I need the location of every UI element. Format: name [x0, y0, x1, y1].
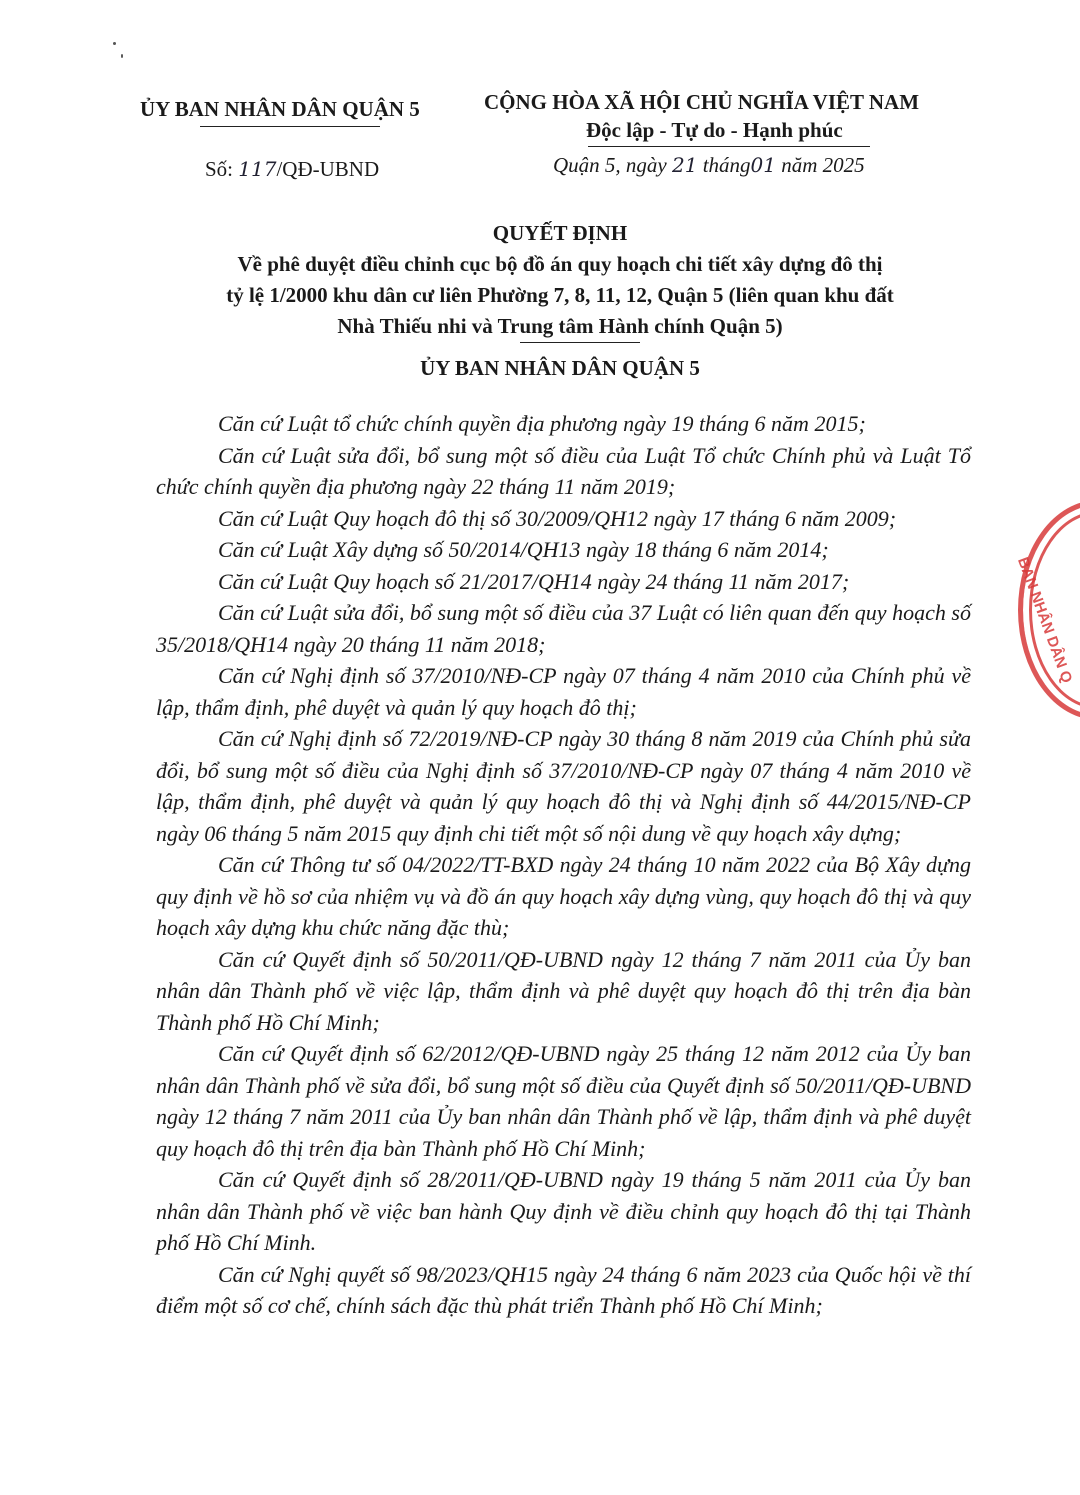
legal-basis-body — [156, 408, 971, 1322]
legal-basis-paragraph: Căn cứ Nghị định số 72/2019/NĐ-CP ngày 30 tháng 8 năm 2019 của Chính phủ sửa đổi, bổ sung một số điều của Nghị định số 37/2010/NĐ-CP ngày 07 tháng 4 năm 2010 về lập, thẩm định, phê duyệt và quản lý quy hoạch đô thị và Nghị định số 44/2015/NĐ-CP ngày 06 tháng 5 năm 2015 quy định chi tiết một số nội dung về quy hoạch xây dựng; — [156, 726, 971, 846]
legal-basis-paragraph: Căn cứ Quyết định số 50/2011/QĐ-UBND ngày 12 tháng 7 năm 2011 của Ủy ban nhân dân Thành phố về việc lập, thẩm định và phê duyệt quy hoạch đô thị trên địa bàn Thành phố Hồ Chí Minh; — [156, 946, 971, 1035]
motto-underline — [588, 146, 870, 147]
scan-speck — [113, 42, 116, 45]
doc-no-suffix: /QĐ-UBND — [276, 157, 380, 181]
month-handwritten: 01 — [750, 153, 776, 177]
place-prefix: Quận 5, ngày — [553, 153, 667, 177]
place-and-date — [553, 153, 865, 178]
doc-no-prefix: Số: — [205, 157, 234, 181]
legal-basis-paragraph: Căn cứ Luật tổ chức chính quyền địa phương ngày 19 tháng 6 năm 2015; — [218, 411, 866, 436]
day-handwritten: 21 — [672, 153, 698, 177]
national-title: CỘNG HÒA XÃ HỘI CHỦ NGHĨA VIỆT NAM — [484, 90, 920, 114]
legal-basis-paragraph: Căn cứ Luật Quy hoạch số 21/2017/QH14 ngày 24 tháng 11 năm 2017; — [218, 568, 850, 594]
national-motto: Độc lập - Tự do - Hạnh phúc — [586, 118, 843, 142]
decision-subject-line-1: Về phê duyệt điều chỉnh cục bộ đồ án quy hoạch chi tiết xây dựng đô thị — [237, 252, 883, 276]
legal-basis-paragraph: Căn cứ Luật Xây dựng số 50/2014/QH13 ngày 18 tháng 6 năm 2014; — [218, 537, 829, 562]
document-number — [205, 157, 379, 182]
decision-subject-line-3: Nhà Thiếu nhi và Trung tâm Hành chính Quận 5) — [337, 314, 783, 338]
year-label: năm 2025 — [781, 153, 865, 177]
month-label: tháng — [702, 153, 751, 177]
legal-basis-paragraph: Căn cứ Quyết định số 28/2011/QĐ-UBND ngày 19 tháng 5 năm 2011 của Ủy ban nhân dân Thành phố về việc ban hành Quy định về điều chỉnh quy hoạch đô thị tại Thành phố Hồ Chí Minh. — [156, 1167, 971, 1255]
legal-basis-paragraph: Căn cứ Luật Quy hoạch đô thị số 30/2009/QH12 ngày 17 tháng 6 năm 2009; — [218, 505, 897, 531]
issuer-heading: ỦY BAN NHÂN DÂN QUẬN 5 — [420, 356, 700, 380]
legal-basis-paragraph: Căn cứ Nghị định số 37/2010/NĐ-CP ngày 07 tháng 4 năm 2010 của Chính phủ về lập, thẩm định, phê duyệt và quản lý quy hoạch đô thị; — [156, 663, 971, 720]
legal-basis-paragraph: Căn cứ Luật sửa đổi, bổ sung một số điều của Luật Tổ chức Chính phủ và Luật Tổ chức chính quyền địa phương ngày 22 tháng 11 năm 2019; — [156, 442, 971, 499]
scan-speck — [121, 54, 123, 58]
legal-basis-paragraph: Căn cứ Thông tư số 04/2022/TT-BXD ngày 24 tháng 10 năm 2022 của Bộ Xây dựng quy định về hồ sơ của nhiệm vụ và đồ án quy hoạch xây dựng vùng, quy hoạch đô thị và quy hoạch xây dựng khu chức năng đặc thù; — [156, 852, 971, 940]
decision-title: QUYẾT ĐỊNH — [492, 221, 628, 245]
issuing-organization: ỦY BAN NHÂN DÂN QUẬN 5 — [140, 97, 420, 121]
red-seal-stamp-text: BAN NHÂN DÂN Q — [1014, 555, 1076, 686]
doc-no-handwritten: 117 — [238, 157, 277, 181]
org-underline — [200, 126, 380, 127]
legal-basis-paragraph: Căn cứ Nghị quyết số 98/2023/QH15 ngày 24 tháng 6 năm 2023 của Quốc hội về thí điểm một số cơ chế, chính sách đặc thù phát triển Thành phố Hồ Chí Minh; — [156, 1261, 971, 1318]
decision-subject-line-2: tỷ lệ 1/2000 khu dân cư liên Phường 7, 8, 11, 12, Quận 5 (liên quan khu đất — [226, 283, 894, 307]
legal-basis-paragraph: Căn cứ Luật sửa đổi, bổ sung một số điều của 37 Luật có liên quan đến quy hoạch số 35/2018/QH14 ngày 20 tháng 11 năm 2018; — [156, 600, 971, 657]
title-underline — [520, 342, 640, 343]
legal-basis-paragraph: Căn cứ Quyết định số 62/2012/QĐ-UBND ngày 25 tháng 12 năm 2012 của Ủy ban nhân dân Thành phố về sửa đổi, bổ sung một số điều của Quyết định số 50/2011/QĐ-UBND ngày 12 tháng 7 năm 2011 của Ủy ban nhân dân Thành phố về lập, thẩm định và phê duyệt quy hoạch đô thị trên địa bàn Thành phố Hồ Chí Minh; — [156, 1041, 971, 1161]
decision-title-block — [100, 218, 1020, 342]
